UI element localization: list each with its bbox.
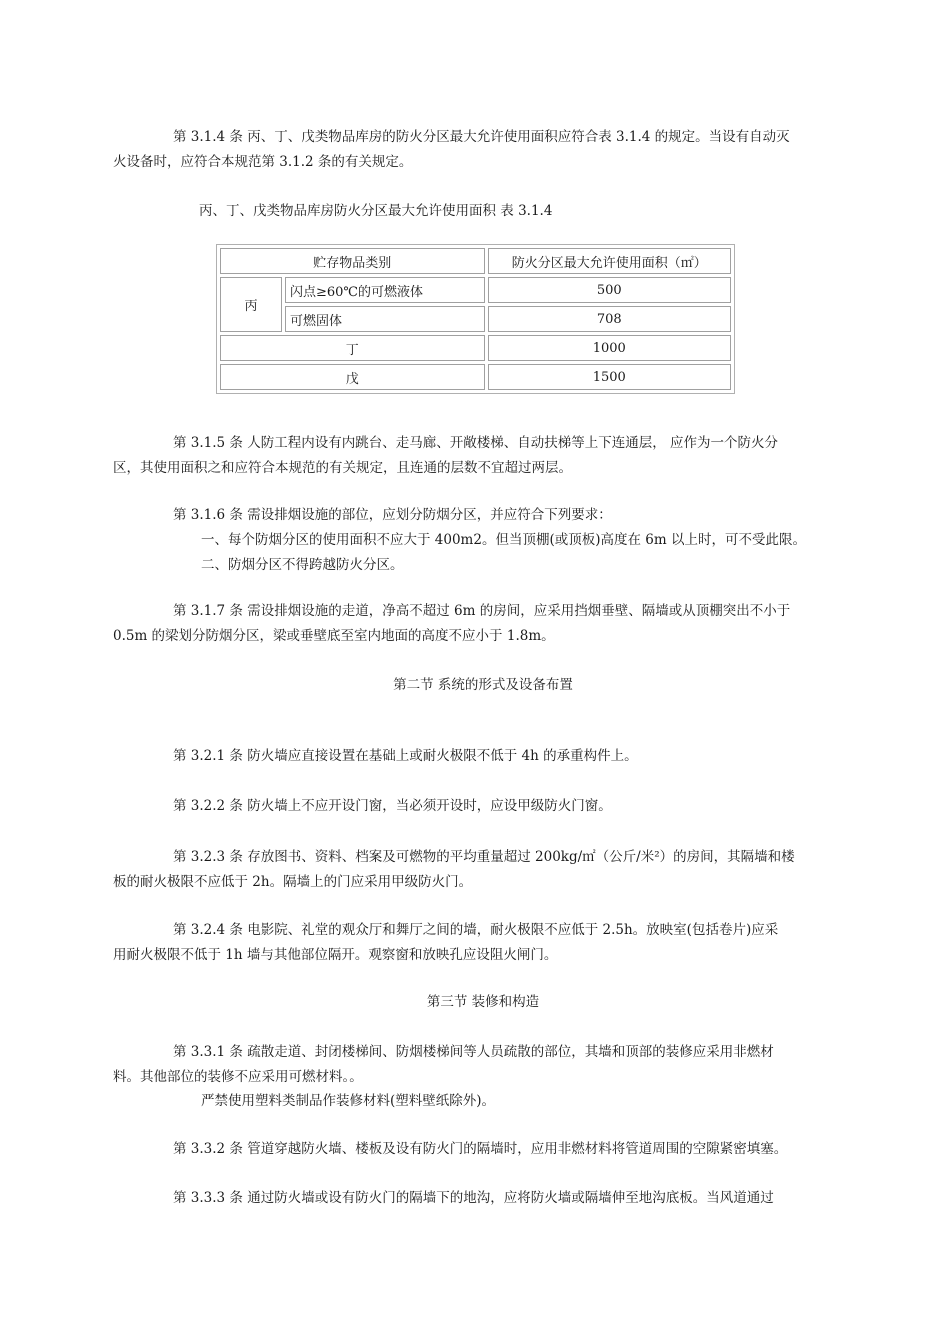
header-area: 防火分区最大允许使用面积（㎡） bbox=[488, 248, 731, 274]
table-caption: 丙、丁、戊类物品库房防火分区最大允许使用面积 表 3.1.4 bbox=[199, 203, 553, 219]
clause-3-2-3-line1: 第 3.2.3 条 存放图书、资料、档案及可燃物的平均重量超过 200kg/㎡（公斤/米²）的房间，其隔墙和楼 bbox=[173, 849, 795, 865]
clause-3-3-1-line2: 料。其他部位的装修不应采用可燃材料。。 bbox=[113, 1069, 363, 1085]
clause-3-1-5-line2: 区，其使用面积之和应符合本规范的有关规定，且连通的层数不宜超过两层。 bbox=[113, 460, 572, 476]
clause-3-1-6-item2: 二、防烟分区不得跨越防火分区。 bbox=[201, 557, 404, 573]
clause-3-2-4-line2: 用耐火极限不低于 1h 墙与其他部位隔开。观察窗和放映孔应设阻火闸门。 bbox=[113, 947, 558, 963]
clause-3-1-4 bbox=[113, 125, 823, 175]
clause-3-2-3 bbox=[113, 845, 823, 895]
section-3-title: 第三节 装修和构造 bbox=[426, 994, 540, 1010]
section-2-title: 第二节 系统的形式及设备布置 bbox=[393, 677, 573, 693]
row-label: 闪点≥60℃的可燃液体 bbox=[285, 277, 485, 303]
clause-3-3-2: 第 3.3.2 条 管道穿越防火墙、楼板及设有防火门的隔墙时，应用非燃材料将管道周围的空隙紧密填塞。 bbox=[173, 1141, 788, 1157]
table-row bbox=[220, 306, 731, 332]
clause-3-1-7-line2: 0.5m 的梁划分防烟分区，梁或垂壁底至室内地面的高度不应小于 1.8m。 bbox=[113, 628, 555, 644]
clause-3-1-6-line1: 第 3.1.6 条 需设排烟设施的部位，应划分防烟分区，并应符合下列要求： bbox=[173, 507, 612, 523]
table-header-row bbox=[220, 248, 731, 274]
clause-3-3-1-line1: 第 3.3.1 条 疏散走道、封闭楼梯间、防烟楼梯间等人员疏散的部位，其墙和顶部的装修应采用非燃材 bbox=[173, 1044, 774, 1060]
clause-3-1-4-line1: 第 3.1.4 条 丙、丁、戊类物品库房的防火分区最大允许使用面积应符合表 3.1.4 的规定。当设有自动灭 bbox=[173, 129, 790, 145]
clause-3-2-4 bbox=[113, 918, 823, 968]
category-bing: 丙 bbox=[220, 277, 282, 332]
row-value: 708 bbox=[488, 306, 731, 332]
row-label: 戊 bbox=[220, 364, 485, 390]
row-label: 可燃固体 bbox=[285, 306, 485, 332]
clause-3-1-5 bbox=[113, 431, 823, 481]
header-category: 贮存物品类别 bbox=[220, 248, 485, 274]
clause-3-3-3: 第 3.3.3 条 通过防火墙或设有防火门的隔墙下的地沟，应将防火墙或隔墙伸至地沟底板。当风道通过 bbox=[173, 1190, 774, 1206]
table-row bbox=[220, 335, 731, 361]
row-label: 丁 bbox=[220, 335, 485, 361]
row-value: 1500 bbox=[488, 364, 731, 390]
table-row bbox=[220, 364, 731, 390]
clause-3-2-1: 第 3.2.1 条 防火墙应直接设置在基础上或耐火极限不低于 4h 的承重构件上。 bbox=[173, 748, 638, 764]
clause-3-2-4-line1: 第 3.2.4 条 电影院、礼堂的观众厅和舞厅之间的墙，耐火极限不应低于 2.5h。放映室(包括卷片)应采 bbox=[173, 922, 779, 938]
clause-3-1-4-line2: 火设备时，应符合本规范第 3.1.2 条的有关规定。 bbox=[113, 154, 413, 170]
fire-compartment-table bbox=[216, 244, 735, 394]
clause-3-2-2: 第 3.2.2 条 防火墙上不应开设门窗，当必须开设时，应设甲级防火门窗。 bbox=[173, 798, 612, 814]
clause-3-3-1 bbox=[113, 1040, 823, 1090]
clause-3-1-6-item1: 一、每个防烟分区的使用面积不应大于 400m2。但当顶棚(或顶板)高度在 6m 以上时，可不受此限。 bbox=[201, 532, 806, 548]
table-row bbox=[220, 277, 731, 303]
clause-3-2-3-line2: 板的耐火极限不应低于 2h。隔墙上的门应采用甲级防火门。 bbox=[113, 874, 473, 890]
clause-3-1-6 bbox=[143, 503, 823, 528]
clause-3-1-7-line1: 第 3.1.7 条 需设排烟设施的走道，净高不超过 6m 的房间，应采用挡烟垂壁、隔墙或从顶棚突出不小于 bbox=[173, 603, 791, 619]
clause-3-3-1-item: 严禁使用塑料类制品作装修材料(塑料壁纸除外)。 bbox=[201, 1093, 496, 1109]
clause-3-1-7 bbox=[113, 599, 823, 649]
clause-3-1-5-line1: 第 3.1.5 条 人防工程内设有内跳台、走马廊、开敞楼梯、自动扶梯等上下连通层， 应作为一个防火分 bbox=[173, 435, 779, 451]
row-value: 500 bbox=[488, 277, 731, 303]
row-value: 1000 bbox=[488, 335, 731, 361]
